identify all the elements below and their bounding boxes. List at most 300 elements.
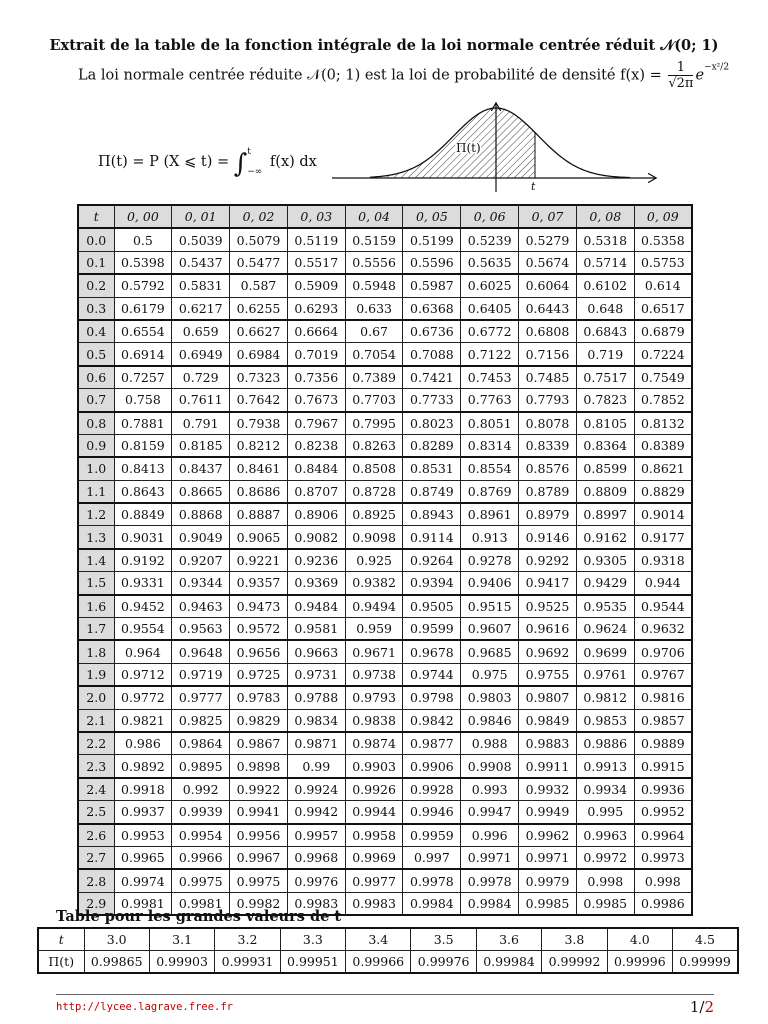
- table-cell: 0.9494: [345, 595, 403, 618]
- table-cell: 0.913: [461, 526, 519, 549]
- table-row: [78, 228, 692, 251]
- table-cell: 0.9082: [287, 526, 345, 549]
- table-cell: 0.6843: [576, 320, 634, 343]
- table-cell: 0.9911: [519, 755, 577, 778]
- table-cell: 0.6025: [461, 274, 519, 297]
- big-t-cell: 3.6: [476, 928, 541, 951]
- table-cell: 0.7389: [345, 366, 403, 389]
- table-cell: 0.9949: [519, 801, 577, 824]
- table-cell: 0.944: [634, 572, 692, 595]
- table-cell: 0.9889: [634, 732, 692, 755]
- big-t-cell: 3.0: [84, 928, 149, 951]
- big-pi-cell: 0.99992: [542, 951, 607, 974]
- table-cell: 0.9977: [345, 869, 403, 892]
- table-cell: 0.9941: [230, 801, 288, 824]
- table-cell: 0.7852: [634, 389, 692, 412]
- table-cell: 0.7453: [461, 366, 519, 389]
- table-cell: 0.9983: [345, 892, 403, 915]
- table-cell: 0.9908: [461, 755, 519, 778]
- table-cell: 0.8887: [230, 503, 288, 526]
- table-cell: 0.9952: [634, 801, 692, 824]
- table-cell: 0.9867: [230, 732, 288, 755]
- table-cell: 0.8339: [519, 434, 577, 457]
- table-row: [78, 801, 692, 824]
- big-t-cell: 4.5: [673, 928, 738, 951]
- table-row: [78, 778, 692, 801]
- table-cell: 0.9563: [172, 618, 230, 641]
- table-cell: 0.6064: [519, 274, 577, 297]
- table-cell: 0.5279: [519, 228, 577, 251]
- table-cell: 0.959: [345, 618, 403, 641]
- table-cell: 0.5556: [345, 251, 403, 274]
- table-cell: 0.993: [461, 778, 519, 801]
- table-cell: 0.9969: [345, 846, 403, 869]
- table-cell: 0.9976: [287, 869, 345, 892]
- row-header: 0.9: [78, 434, 114, 457]
- table-cell: 0.6949: [172, 343, 230, 366]
- integral-sign: ∫: [233, 149, 248, 179]
- table-cell: 0.9783: [230, 686, 288, 709]
- row-header: 0.7: [78, 389, 114, 412]
- row-header: 1.8: [78, 640, 114, 663]
- table-row: [78, 663, 692, 686]
- row-header: 2.3: [78, 755, 114, 778]
- table-cell: 0.9898: [230, 755, 288, 778]
- table-cell: 0.9829: [230, 709, 288, 732]
- table-row: [78, 595, 692, 618]
- row-header: 0.0: [78, 228, 114, 251]
- table-row: [78, 274, 692, 297]
- table-cell: 0.9146: [519, 526, 577, 549]
- table-cell: 0.5199: [403, 228, 461, 251]
- table-cell: 0.9515: [461, 595, 519, 618]
- column-header: 0, 05: [403, 205, 461, 228]
- table-cell: 0.9738: [345, 663, 403, 686]
- big-pi-cell: 0.99999: [673, 951, 738, 974]
- table-cell: 0.7938: [230, 412, 288, 435]
- table-cell: 0.67: [345, 320, 403, 343]
- big-pi-cell: 0.99976: [411, 951, 476, 974]
- table-cell: 0.8531: [403, 457, 461, 480]
- table-cell: 0.9484: [287, 595, 345, 618]
- table-cell: 0.8554: [461, 457, 519, 480]
- table-cell: 0.9177: [634, 526, 692, 549]
- table-row: [78, 389, 692, 412]
- table-cell: 0.7881: [114, 412, 172, 435]
- big-pi-cell: 0.99984: [476, 951, 541, 974]
- table-cell: 0.9972: [576, 846, 634, 869]
- table-cell: 0.9966: [172, 846, 230, 869]
- table-cell: 0.9968: [287, 846, 345, 869]
- table-cell: 0.5831: [172, 274, 230, 297]
- column-header: 0, 01: [172, 205, 230, 228]
- big-t-cell: 3.8: [542, 928, 607, 951]
- table-cell: 0.7763: [461, 389, 519, 412]
- table-cell: 0.9065: [230, 526, 288, 549]
- table-cell: 0.8829: [634, 480, 692, 503]
- table-cell: 0.9871: [287, 732, 345, 755]
- table-cell: 0.9963: [576, 824, 634, 847]
- big-pi-cell: 0.99931: [215, 951, 280, 974]
- table-cell: 0.9959: [403, 824, 461, 847]
- table-cell: 0.587: [230, 274, 288, 297]
- table-cell: 0.7421: [403, 366, 461, 389]
- table-cell: 0.9382: [345, 572, 403, 595]
- page-title: Extrait de la table de la fonction intégrale de la loi normale centrée réduit 𝒩(0; 1): [49, 37, 719, 54]
- table-cell: 0.758: [114, 389, 172, 412]
- table-cell: 0.9014: [634, 503, 692, 526]
- normal-table: [77, 204, 693, 916]
- table-cell: 0.9886: [576, 732, 634, 755]
- table-cell: 0.9798: [403, 686, 461, 709]
- table-cell: 0.8849: [114, 503, 172, 526]
- table-row: [78, 824, 692, 847]
- column-header: 0, 08: [576, 205, 634, 228]
- table-cell: 0.9624: [576, 618, 634, 641]
- row-header: 2.8: [78, 869, 114, 892]
- table-cell: 0.9656: [230, 640, 288, 663]
- table-cell: 0.6627: [230, 320, 288, 343]
- table-cell: 0.9956: [230, 824, 288, 847]
- table-cell: 0.8314: [461, 434, 519, 457]
- table-cell: 0.8389: [634, 434, 692, 457]
- row-header: 2.1: [78, 709, 114, 732]
- big-values-table: [37, 927, 739, 974]
- table-cell: 0.9853: [576, 709, 634, 732]
- column-header: 0, 00: [114, 205, 172, 228]
- table-cell: 0.9906: [403, 755, 461, 778]
- table-cell: 0.9318: [634, 549, 692, 572]
- table-cell: 0.5714: [576, 251, 634, 274]
- footer-url-link[interactable]: http://lycee.lagrave.free.fr: [56, 1001, 234, 1013]
- table-cell: 0.9525: [519, 595, 577, 618]
- table-cell: 0.992: [172, 778, 230, 801]
- table-cell: 0.659: [172, 320, 230, 343]
- table-cell: 0.9971: [519, 846, 577, 869]
- table-cell: 0.8159: [114, 434, 172, 457]
- table-cell: 0.995: [576, 801, 634, 824]
- table-cell: 0.9932: [519, 778, 577, 801]
- table-cell: 0.8508: [345, 457, 403, 480]
- row-header: 0.2: [78, 274, 114, 297]
- table-cell: 0.9207: [172, 549, 230, 572]
- table-cell: 0.6914: [114, 343, 172, 366]
- big-t-cell: 3.2: [215, 928, 280, 951]
- table-cell: 0.9981: [172, 892, 230, 915]
- table-cell: 0.9922: [230, 778, 288, 801]
- table-cell: 0.9974: [114, 869, 172, 892]
- table-cell: 0.9973: [634, 846, 692, 869]
- column-header: 0, 02: [230, 205, 288, 228]
- table-cell: 0.9712: [114, 663, 172, 686]
- table-cell: 0.9344: [172, 572, 230, 595]
- table-cell: 0.9821: [114, 709, 172, 732]
- table-cell: 0.8643: [114, 480, 172, 503]
- table-cell: 0.9944: [345, 801, 403, 824]
- table-header-row: [78, 205, 692, 228]
- table-cell: 0.9554: [114, 618, 172, 641]
- table-cell: 0.5079: [230, 228, 288, 251]
- table-cell: 0.9947: [461, 801, 519, 824]
- table-cell: 0.6664: [287, 320, 345, 343]
- table-cell: 0.5039: [172, 228, 230, 251]
- fraction-numerator: 1: [668, 60, 693, 76]
- table-cell: 0.5948: [345, 274, 403, 297]
- table-cell: 0.9982: [230, 892, 288, 915]
- footer-divider: [56, 994, 714, 995]
- integral-upper: t: [247, 147, 251, 157]
- table-cell: 0.9812: [576, 686, 634, 709]
- table-cell: 0.9807: [519, 686, 577, 709]
- table-cell: 0.729: [172, 366, 230, 389]
- table-row: [78, 732, 692, 755]
- table-cell: 0.99: [287, 755, 345, 778]
- table-cell: 0.8961: [461, 503, 519, 526]
- table-cell: 0.614: [634, 274, 692, 297]
- table-cell: 0.9984: [461, 892, 519, 915]
- table-cell: 0.9846: [461, 709, 519, 732]
- table-cell: 0.9913: [576, 755, 634, 778]
- table-cell: 0.986: [114, 732, 172, 755]
- big-t-label: t: [38, 928, 84, 951]
- table-cell: 0.9979: [519, 869, 577, 892]
- table-cell: 0.6736: [403, 320, 461, 343]
- exp-base: e: [695, 67, 705, 84]
- table-cell: 0.5792: [114, 274, 172, 297]
- table-cell: 0.8263: [345, 434, 403, 457]
- table-cell: 0.9936: [634, 778, 692, 801]
- table-cell: 0.6984: [230, 343, 288, 366]
- fraction-denominator: √2π: [668, 76, 694, 91]
- table-cell: 0.8132: [634, 412, 692, 435]
- big-t-cell: 3.4: [346, 928, 411, 951]
- table-cell: 0.9934: [576, 778, 634, 801]
- page-total: 2: [704, 998, 714, 1016]
- table-row: [78, 320, 692, 343]
- table-cell: 0.8413: [114, 457, 172, 480]
- table-row: [78, 480, 692, 503]
- table-cell: 0.9967: [230, 846, 288, 869]
- column-header: 0, 07: [519, 205, 577, 228]
- table-cell: 0.9394: [403, 572, 461, 595]
- table-cell: 0.5358: [634, 228, 692, 251]
- table-cell: 0.9305: [576, 549, 634, 572]
- table-cell: 0.9264: [403, 549, 461, 572]
- row-header: 2.2: [78, 732, 114, 755]
- table-cell: 0.8599: [576, 457, 634, 480]
- hatched-area: [370, 108, 535, 178]
- table-cell: 0.9825: [172, 709, 230, 732]
- table-cell: 0.6368: [403, 297, 461, 320]
- table-cell: 0.9616: [519, 618, 577, 641]
- table-cell: 0.9744: [403, 663, 461, 686]
- table-cell: 0.997: [403, 846, 461, 869]
- intro-line: [78, 60, 729, 91]
- table-cell: 0.8484: [287, 457, 345, 480]
- big-t-cell: 3.1: [149, 928, 214, 951]
- table-row: [78, 343, 692, 366]
- table-cell: 0.5437: [172, 251, 230, 274]
- table-cell: 0.9599: [403, 618, 461, 641]
- table-cell: 0.9452: [114, 595, 172, 618]
- table-cell: 0.9429: [576, 572, 634, 595]
- table-cell: 0.7823: [576, 389, 634, 412]
- table-cell: 0.9331: [114, 572, 172, 595]
- row-header: 1.1: [78, 480, 114, 503]
- table-cell: 0.9838: [345, 709, 403, 732]
- table-cell: 0.9892: [114, 755, 172, 778]
- table-cell: 0.9834: [287, 709, 345, 732]
- table-cell: 0.9581: [287, 618, 345, 641]
- table-cell: 0.9731: [287, 663, 345, 686]
- big-pi-row: [38, 951, 738, 974]
- row-header: 2.6: [78, 824, 114, 847]
- table-cell: 0.9706: [634, 640, 692, 663]
- area-label: Π(t): [456, 141, 481, 155]
- table-cell: 0.7088: [403, 343, 461, 366]
- table-row: [78, 640, 692, 663]
- table-cell: 0.7356: [287, 366, 345, 389]
- table-cell: 0.9648: [172, 640, 230, 663]
- table-cell: 0.9098: [345, 526, 403, 549]
- big-t-cell: 3.5: [411, 928, 476, 951]
- table-cell: 0.6179: [114, 297, 172, 320]
- page-current: 1/: [689, 998, 705, 1016]
- pi-def-left: Π(t) = P (X ⩽ t) =: [98, 154, 230, 170]
- table-cell: 0.719: [576, 343, 634, 366]
- table-cell: 0.5119: [287, 228, 345, 251]
- integral-lower: −∞: [247, 167, 263, 177]
- table-cell: 0.9975: [172, 869, 230, 892]
- table-cell: 0.8051: [461, 412, 519, 435]
- column-header: 0, 03: [287, 205, 345, 228]
- table-cell: 0.7323: [230, 366, 288, 389]
- row-header: 1.6: [78, 595, 114, 618]
- table-row: [78, 251, 692, 274]
- table-cell: 0.8023: [403, 412, 461, 435]
- table-cell: 0.9895: [172, 755, 230, 778]
- table-cell: 0.7967: [287, 412, 345, 435]
- table-cell: 0.6102: [576, 274, 634, 297]
- table-cell: 0.9114: [403, 526, 461, 549]
- table-cell: 0.7156: [519, 343, 577, 366]
- table-cell: 0.6879: [634, 320, 692, 343]
- table-cell: 0.9767: [634, 663, 692, 686]
- table-cell: 0.9918: [114, 778, 172, 801]
- table-cell: 0.9981: [114, 892, 172, 915]
- row-header: 0.4: [78, 320, 114, 343]
- table-cell: 0.9857: [634, 709, 692, 732]
- row-header: 1.7: [78, 618, 114, 641]
- table-cell: 0.8238: [287, 434, 345, 457]
- table-cell: 0.7611: [172, 389, 230, 412]
- row-header: 0.5: [78, 343, 114, 366]
- table-cell: 0.9221: [230, 549, 288, 572]
- table-cell: 0.998: [576, 869, 634, 892]
- table-cell: 0.9816: [634, 686, 692, 709]
- pi-definition: [98, 142, 317, 182]
- table-cell: 0.5: [114, 228, 172, 251]
- row-header: 0.6: [78, 366, 114, 389]
- table-cell: 0.9985: [519, 892, 577, 915]
- density-fraction: [668, 60, 693, 91]
- table-cell: 0.6443: [519, 297, 577, 320]
- row-header: 2.9: [78, 892, 114, 915]
- table-cell: 0.6554: [114, 320, 172, 343]
- table-cell: 0.6255: [230, 297, 288, 320]
- t-label: t: [531, 180, 536, 193]
- table-cell: 0.9719: [172, 663, 230, 686]
- table-row: [78, 412, 692, 435]
- table-cell: 0.925: [345, 549, 403, 572]
- table-cell: 0.9369: [287, 572, 345, 595]
- table-cell: 0.7019: [287, 343, 345, 366]
- table-row: [78, 846, 692, 869]
- column-header: 0, 09: [634, 205, 692, 228]
- big-pi-cell: 0.99966: [346, 951, 411, 974]
- table-cell: 0.9957: [287, 824, 345, 847]
- table-cell: 0.9978: [403, 869, 461, 892]
- table-cell: 0.9942: [287, 801, 345, 824]
- row-header: 1.4: [78, 549, 114, 572]
- table-cell: 0.5909: [287, 274, 345, 297]
- table-cell: 0.8621: [634, 457, 692, 480]
- big-t-cell: 4.0: [607, 928, 672, 951]
- table-cell: 0.8809: [576, 480, 634, 503]
- column-header: 0, 04: [345, 205, 403, 228]
- table-cell: 0.6217: [172, 297, 230, 320]
- table-cell: 0.9983: [287, 892, 345, 915]
- table-cell: 0.9975: [230, 869, 288, 892]
- table-cell: 0.8078: [519, 412, 577, 435]
- table-cell: 0.7703: [345, 389, 403, 412]
- table-cell: 0.9984: [403, 892, 461, 915]
- table-row: [78, 572, 692, 595]
- table-row: [78, 503, 692, 526]
- table-cell: 0.6808: [519, 320, 577, 343]
- table-cell: 0.9692: [519, 640, 577, 663]
- table-row: [78, 526, 692, 549]
- table-cell: 0.8868: [172, 503, 230, 526]
- table-cell: 0.8686: [230, 480, 288, 503]
- table-cell: 0.9877: [403, 732, 461, 755]
- table-cell: 0.8925: [345, 503, 403, 526]
- table-cell: 0.9278: [461, 549, 519, 572]
- table-cell: 0.9772: [114, 686, 172, 709]
- table-cell: 0.7673: [287, 389, 345, 412]
- table-cell: 0.8212: [230, 434, 288, 457]
- table-cell: 0.9926: [345, 778, 403, 801]
- table-cell: 0.8437: [172, 457, 230, 480]
- table-cell: 0.9971: [461, 846, 519, 869]
- intro-text: La loi normale centrée réduite 𝒩(0; 1) est la loi de probabilité de densité f(x) =: [78, 67, 662, 84]
- big-t-cell: 3.3: [280, 928, 345, 951]
- row-header: 0.1: [78, 251, 114, 274]
- table-cell: 0.7224: [634, 343, 692, 366]
- table-cell: 0.9953: [114, 824, 172, 847]
- table-cell: 0.9357: [230, 572, 288, 595]
- row-header: 2.4: [78, 778, 114, 801]
- table-row: [78, 366, 692, 389]
- table-cell: 0.7517: [576, 366, 634, 389]
- table-cell: 0.9777: [172, 686, 230, 709]
- row-header: 0.8: [78, 412, 114, 435]
- table-cell: 0.9671: [345, 640, 403, 663]
- table-cell: 0.998: [634, 869, 692, 892]
- table-cell: 0.9685: [461, 640, 519, 663]
- table-cell: 0.8769: [461, 480, 519, 503]
- integral-limits: [247, 142, 262, 182]
